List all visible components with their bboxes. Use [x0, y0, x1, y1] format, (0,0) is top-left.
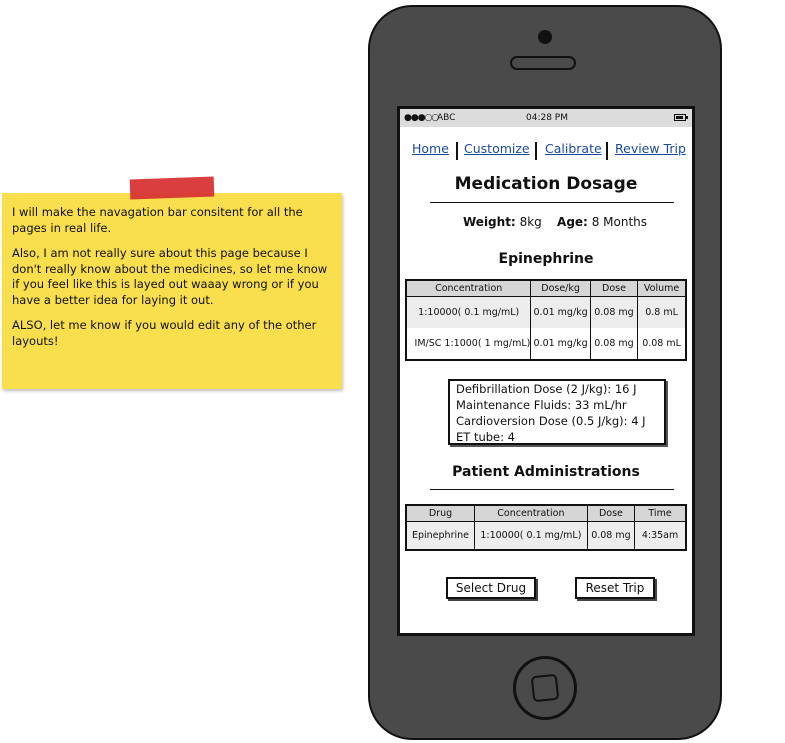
note-tape — [130, 177, 215, 200]
column-header: Time — [635, 505, 686, 522]
administrations-title: Patient Administrations — [452, 464, 640, 480]
signal-icon: ●●●○○ — [404, 113, 439, 123]
column-header: Drug — [406, 505, 474, 522]
info-line: Cardioversion Dose (0.5 J/kg): 4 J — [456, 414, 646, 428]
nav-calibrate-link[interactable]: Calibrate — [545, 141, 602, 156]
table-cell: 0.08 mg — [590, 297, 637, 328]
column-header: Concentration — [406, 280, 531, 297]
table-cell: 0.08 mg — [590, 328, 637, 360]
drug-title: Epinephrine — [498, 251, 594, 267]
sticky-note — [2, 193, 342, 389]
page-title: Medication Dosage — [454, 174, 638, 194]
info-line: Maintenance Fluids: 33 mL/hr — [456, 398, 627, 412]
status-time: 04:28 PM — [526, 113, 568, 123]
phone-screen — [397, 106, 695, 636]
carrier-label: ABC — [437, 113, 456, 123]
note-paragraph-3: ALSO, let me know if you would edit any of the other layouts! — [12, 318, 317, 348]
table-cell: 0.8 mL — [638, 297, 686, 328]
table-cell: 0.01 mg/kg — [531, 328, 590, 360]
column-header: Dose/kg — [531, 280, 590, 297]
table-cell: 0.08 mL — [638, 328, 686, 360]
weight-value: 8kg — [519, 215, 542, 229]
select-drug-button[interactable]: Select Drug — [446, 577, 536, 599]
battery-icon — [674, 114, 686, 121]
status-bar — [400, 109, 692, 127]
nav-separator — [606, 142, 608, 160]
table-row[interactable] — [406, 297, 686, 328]
info-line: Defibrillation Dose (2 J/kg): 16 J — [456, 382, 637, 396]
table-cell: Epinephrine — [406, 522, 474, 550]
age-value: 8 Months — [591, 215, 647, 229]
patient-info — [463, 215, 647, 229]
column-header: Dose — [587, 505, 634, 522]
home-square-icon — [531, 674, 560, 703]
table-cell: 1:10000( 0.1 mg/mL) — [474, 522, 587, 550]
column-header: Volume — [638, 280, 686, 297]
nav-bar — [400, 141, 692, 161]
info-line: ET tube: 4 — [456, 430, 515, 444]
column-header: Concentration — [474, 505, 587, 522]
nav-separator — [456, 142, 458, 160]
weight-label: Weight: — [463, 215, 516, 229]
table-row[interactable] — [406, 522, 686, 550]
title-divider — [430, 202, 674, 203]
note-paragraph-2: Also, I am not really sure about this page because I don't really know about the medicines, so let me know if you feel like this is layed out waaay wrong or if you have a better idea for laying it out. — [12, 246, 328, 307]
note-paragraph-1: I will make the navagation bar consitent for all the pages in real life. — [12, 205, 303, 235]
camera-icon — [538, 30, 552, 44]
dosage-table — [405, 279, 687, 361]
table-cell: IM/SC 1:1000( 1 mg/mL) — [406, 328, 531, 360]
nav-review-trip-link[interactable]: Review Trip — [615, 141, 686, 156]
administrations-table — [405, 504, 687, 551]
column-header: Dose — [590, 280, 637, 297]
administrations-divider — [430, 489, 674, 490]
table-cell: 4:35am — [635, 522, 686, 550]
speaker-icon — [510, 56, 576, 70]
table-cell: 0.08 mg — [587, 522, 634, 550]
nav-home-link[interactable]: Home — [412, 141, 449, 156]
table-row[interactable] — [406, 328, 686, 360]
reset-trip-button[interactable]: Reset Trip — [575, 577, 655, 599]
nav-customize-link[interactable]: Customize — [464, 141, 530, 156]
nav-separator — [535, 142, 537, 160]
table-cell: 1:10000( 0.1 mg/mL) — [406, 297, 531, 328]
age-label: Age: — [557, 215, 588, 229]
table-cell: 0.01 mg/kg — [531, 297, 590, 328]
dose-info-box — [448, 379, 666, 445]
